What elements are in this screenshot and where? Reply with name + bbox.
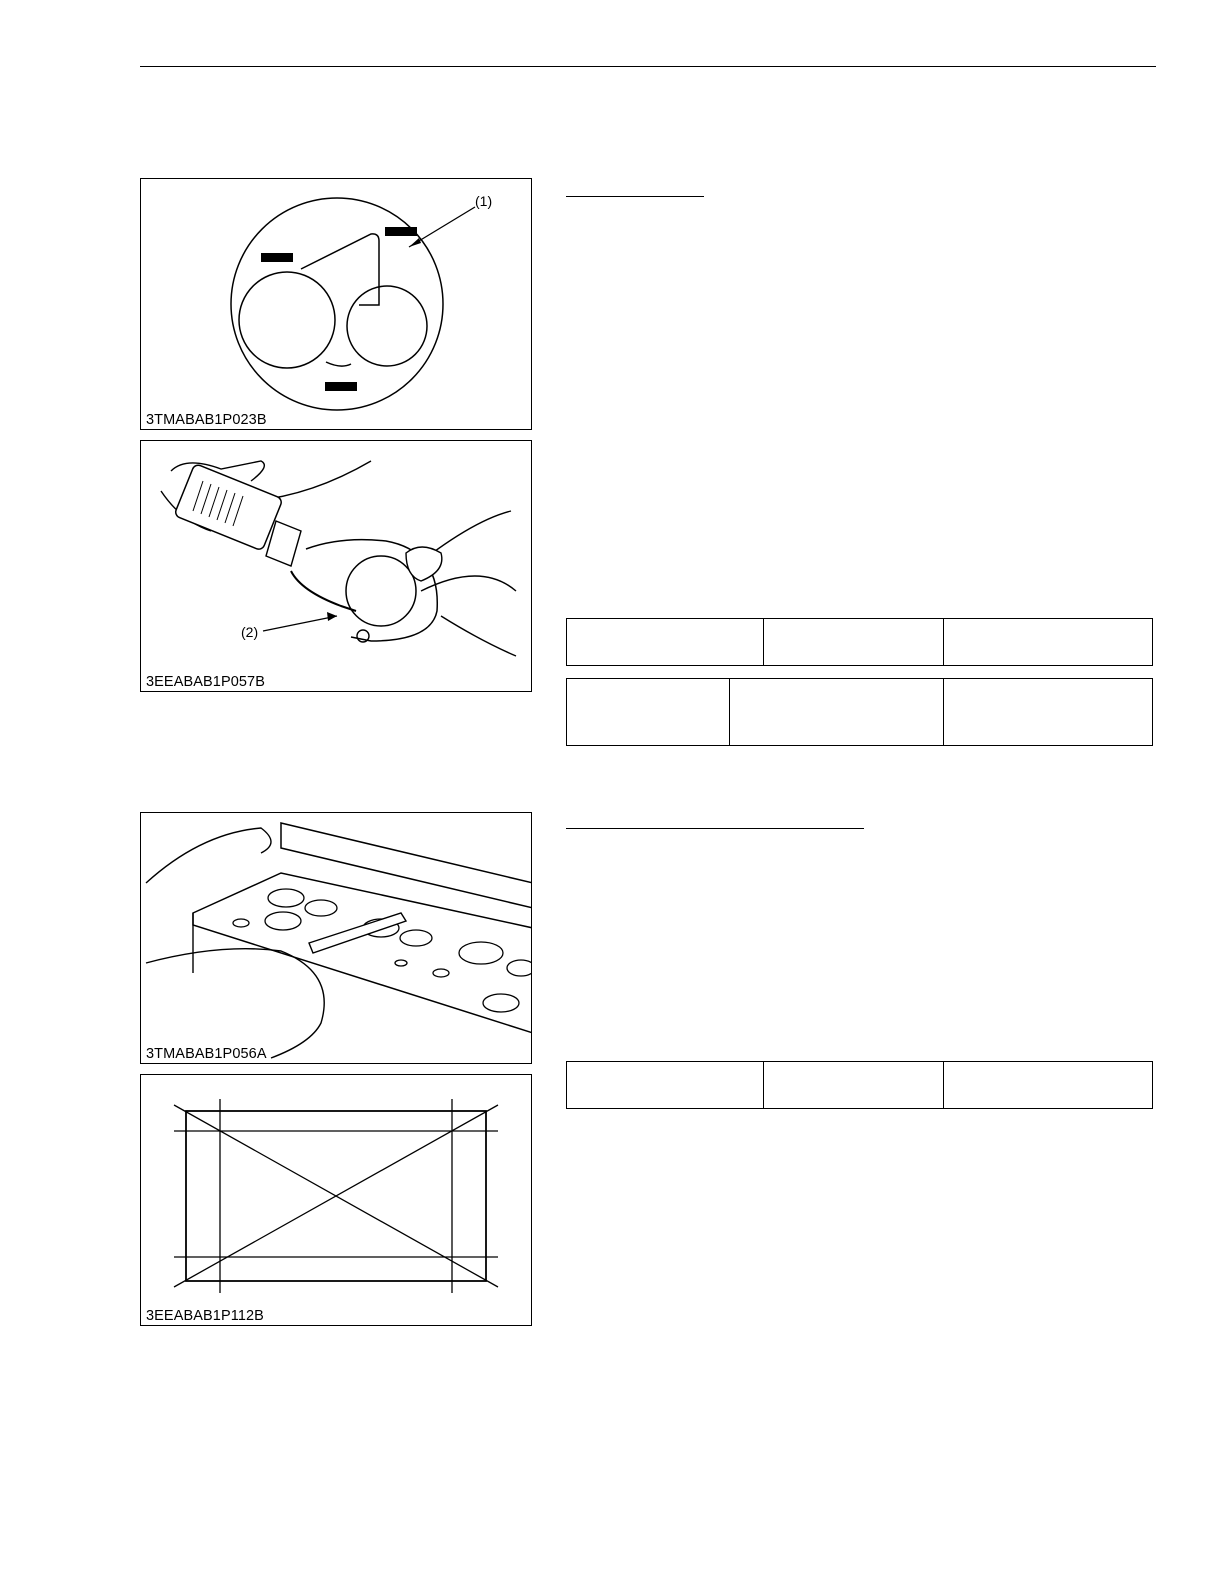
figure-code: 3EEABAB1P112B — [146, 1308, 264, 1324]
table-cell — [764, 1062, 944, 1109]
table-cell — [764, 619, 944, 666]
figure-measurement-pattern — [140, 1074, 532, 1326]
figure-code: 3TMABAB1P056A — [146, 1046, 267, 1062]
callout-2: (2) — [241, 624, 259, 640]
table-cell — [567, 679, 730, 746]
micrometer-measurement-icon — [141, 441, 532, 692]
figure-micrometer — [140, 440, 532, 692]
spec-table — [566, 1061, 1153, 1109]
measurement-pattern-diagram-icon — [141, 1075, 532, 1326]
page-header-rule — [140, 66, 1156, 67]
spec-table — [566, 618, 1153, 666]
spec-table — [566, 678, 1153, 746]
figure-valve-recess — [140, 178, 532, 430]
figure-code: 3TMABAB1P023B — [146, 412, 267, 428]
table-cell — [944, 619, 1153, 666]
callout-1: (1) — [475, 193, 493, 209]
section-heading-rule — [566, 196, 704, 197]
table-cell — [730, 679, 944, 746]
table-cell — [567, 619, 764, 666]
section-heading-rule — [566, 828, 864, 829]
figure-cylinder-head-check — [140, 812, 532, 1064]
cylinder-head-flatness-check-icon — [141, 813, 532, 1064]
valve-recess-diagram-icon — [141, 179, 532, 430]
figure-code: 3EEABAB1P057B — [146, 674, 265, 690]
table-cell — [944, 1062, 1153, 1109]
table-cell — [567, 1062, 764, 1109]
table-cell — [944, 679, 1153, 746]
